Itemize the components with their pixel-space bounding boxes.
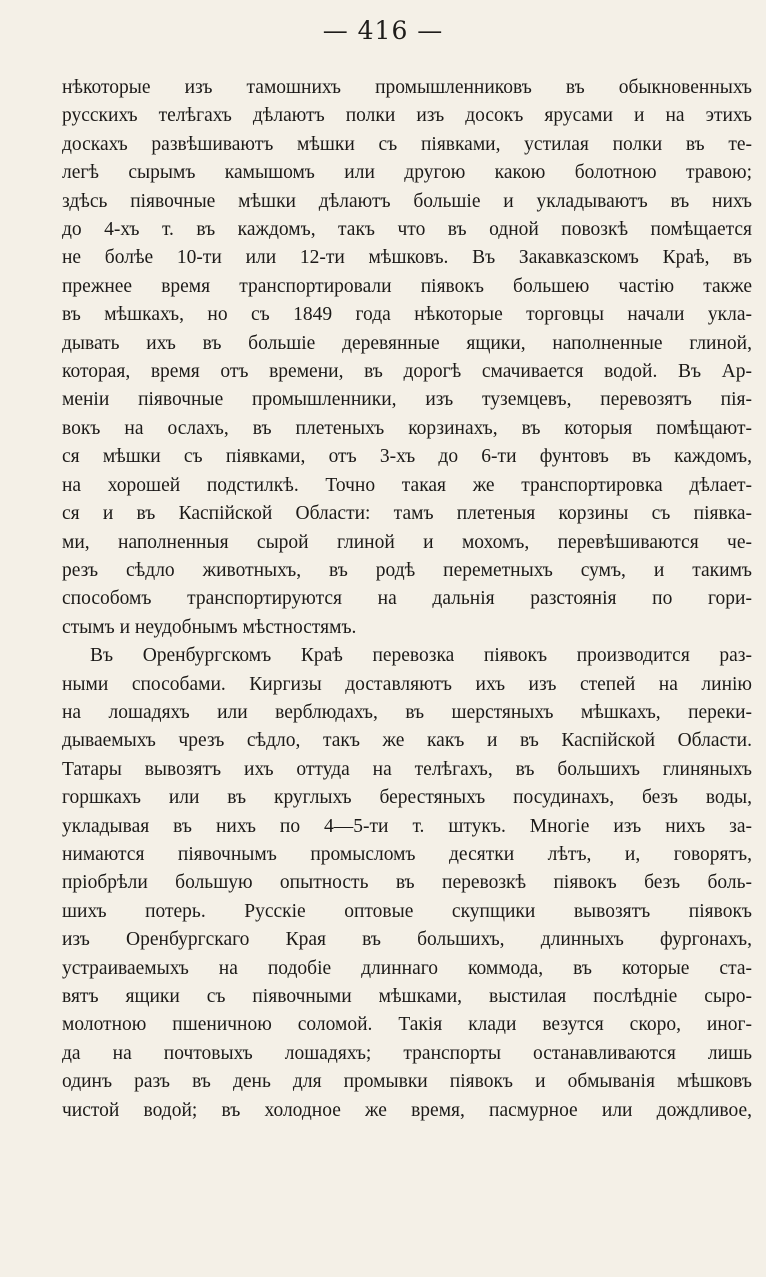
text-line: чистой водой; въ холодное же время, пасмурное или дождливое,: [62, 1099, 752, 1121]
text-line: пріобрѣли большую опытность въ перевозкѣ піявокъ безъ боль-: [62, 872, 752, 894]
text-line: нѣкоторые изъ тамошнихъ промышленниковъ въ обыкновенныхъ: [62, 77, 752, 98]
text-line: въ мѣшкахъ, но съ 1849 года нѣкоторые торговцы начали укла-: [62, 304, 752, 326]
text-line: не болѣе 10-ти или 12-ти мѣшковъ. Въ Закавказскомъ Краѣ, въ: [62, 247, 752, 269]
text-line: на лошадяхъ или верблюдахъ, въ шерстяныхъ мѣшкахъ, переки-: [62, 701, 752, 723]
text-line: вятъ ящики съ піявочными мѣшками, выстилая послѣдніе сыро-: [62, 986, 752, 1007]
text-line: которая, время отъ времени, въ дорогѣ смачивается водой. Въ Ар-: [62, 361, 752, 383]
text-line: изъ Оренбургскаго Края въ большихъ, длинныхъ фургонахъ,: [62, 929, 752, 951]
text-line: вокъ на ослахъ, въ плетеныхъ корзинахъ, въ которыя помѣщают-: [62, 417, 752, 439]
text-line: одинъ разъ въ день для промывки піявокъ и обмыванія мѣшковъ: [62, 1071, 752, 1093]
text-line: ся мѣшки съ піявками, отъ 3-хъ до 6-ти фунтовъ въ каждомъ,: [62, 446, 752, 468]
text-line: ми, наполненныя сырой глиной и мохомъ, перевѣшиваются че-: [62, 531, 752, 553]
text-line: резъ сѣдло животныхъ, въ родѣ переметныхъ сумъ, и такимъ: [62, 559, 752, 581]
text-line: на хорошей подстилкѣ. Точно такая же транспортировка дѣлает-: [62, 474, 752, 496]
text-line: Въ Оренбургскомъ Краѣ перевозка піявокъ производится раз-: [90, 645, 752, 667]
text-line: до 4-хъ т. въ каждомъ, такъ что въ одной повозкѣ помѣщается: [62, 219, 752, 241]
text-line: способомъ транспортируются на дальнія разстоянія по гори-: [62, 588, 752, 610]
text-line: дывать ихъ въ большіе деревянные ящики, наполненные глиной,: [62, 332, 752, 354]
text-line: меніи піявочные промышленники, изъ туземцевъ, перевозятъ пія-: [62, 389, 752, 411]
text-line: ся и въ Каспійской Области: тамъ плетеныя корзины съ піявка-: [62, 503, 752, 525]
text-line: укладывая въ нихъ по 4—5-ти т. штукъ. Многіе изъ нихъ за-: [62, 815, 752, 837]
text-line: молотною пшеничною соломой. Такія клади везутся скоро, иног-: [62, 1014, 752, 1036]
text-line: здѣсь піявочные мѣшки дѣлаютъ большіе и укладываютъ въ нихъ: [62, 190, 752, 212]
text-line: прежнее время транспортировали піявокъ большею частію также: [62, 275, 752, 297]
page-number: — 416 —: [322, 16, 444, 45]
text-line: да на почтовыхъ лошадяхъ; транспорты останавливаются лишь: [62, 1042, 752, 1064]
text-line: русскихъ телѣгахъ дѣлаютъ полки изъ досокъ ярусами и на этихъ: [62, 105, 752, 127]
text-line: устраиваемыхъ на подобіе длиннаго коммода, въ которые ста-: [62, 957, 752, 979]
text-line: доскахъ развѣшиваютъ мѣшки съ піявками, устилая полки въ те-: [62, 133, 752, 155]
text-line: горшкахъ или въ круглыхъ берестяныхъ посудинахъ, безъ воды,: [62, 787, 752, 809]
text-line: легѣ сырымъ камышомъ или другою какою болотною травою;: [62, 162, 752, 184]
body-text: [62, 74, 752, 1125]
text-line: стымъ и неудобнымъ мѣстностямъ.: [62, 616, 357, 638]
text-line: Татары вывозятъ ихъ оттуда на телѣгахъ, въ большихъ глиняныхъ: [62, 758, 752, 780]
paragraph-1: [62, 74, 752, 642]
text-line: шихъ потерь. Русскіе оптовые скупщики вывозятъ піявокъ: [62, 900, 752, 922]
text-line: ными способами. Киргизы доставляютъ ихъ изъ степей на линію: [62, 673, 752, 695]
text-line: нимаются піявочнымъ промысломъ десятки лѣтъ, и, говорятъ,: [62, 843, 752, 865]
paragraph-2: [62, 642, 752, 1125]
text-line: дываемыхъ чрезъ сѣдло, такъ же какъ и въ Каспійской Области.: [62, 730, 752, 752]
